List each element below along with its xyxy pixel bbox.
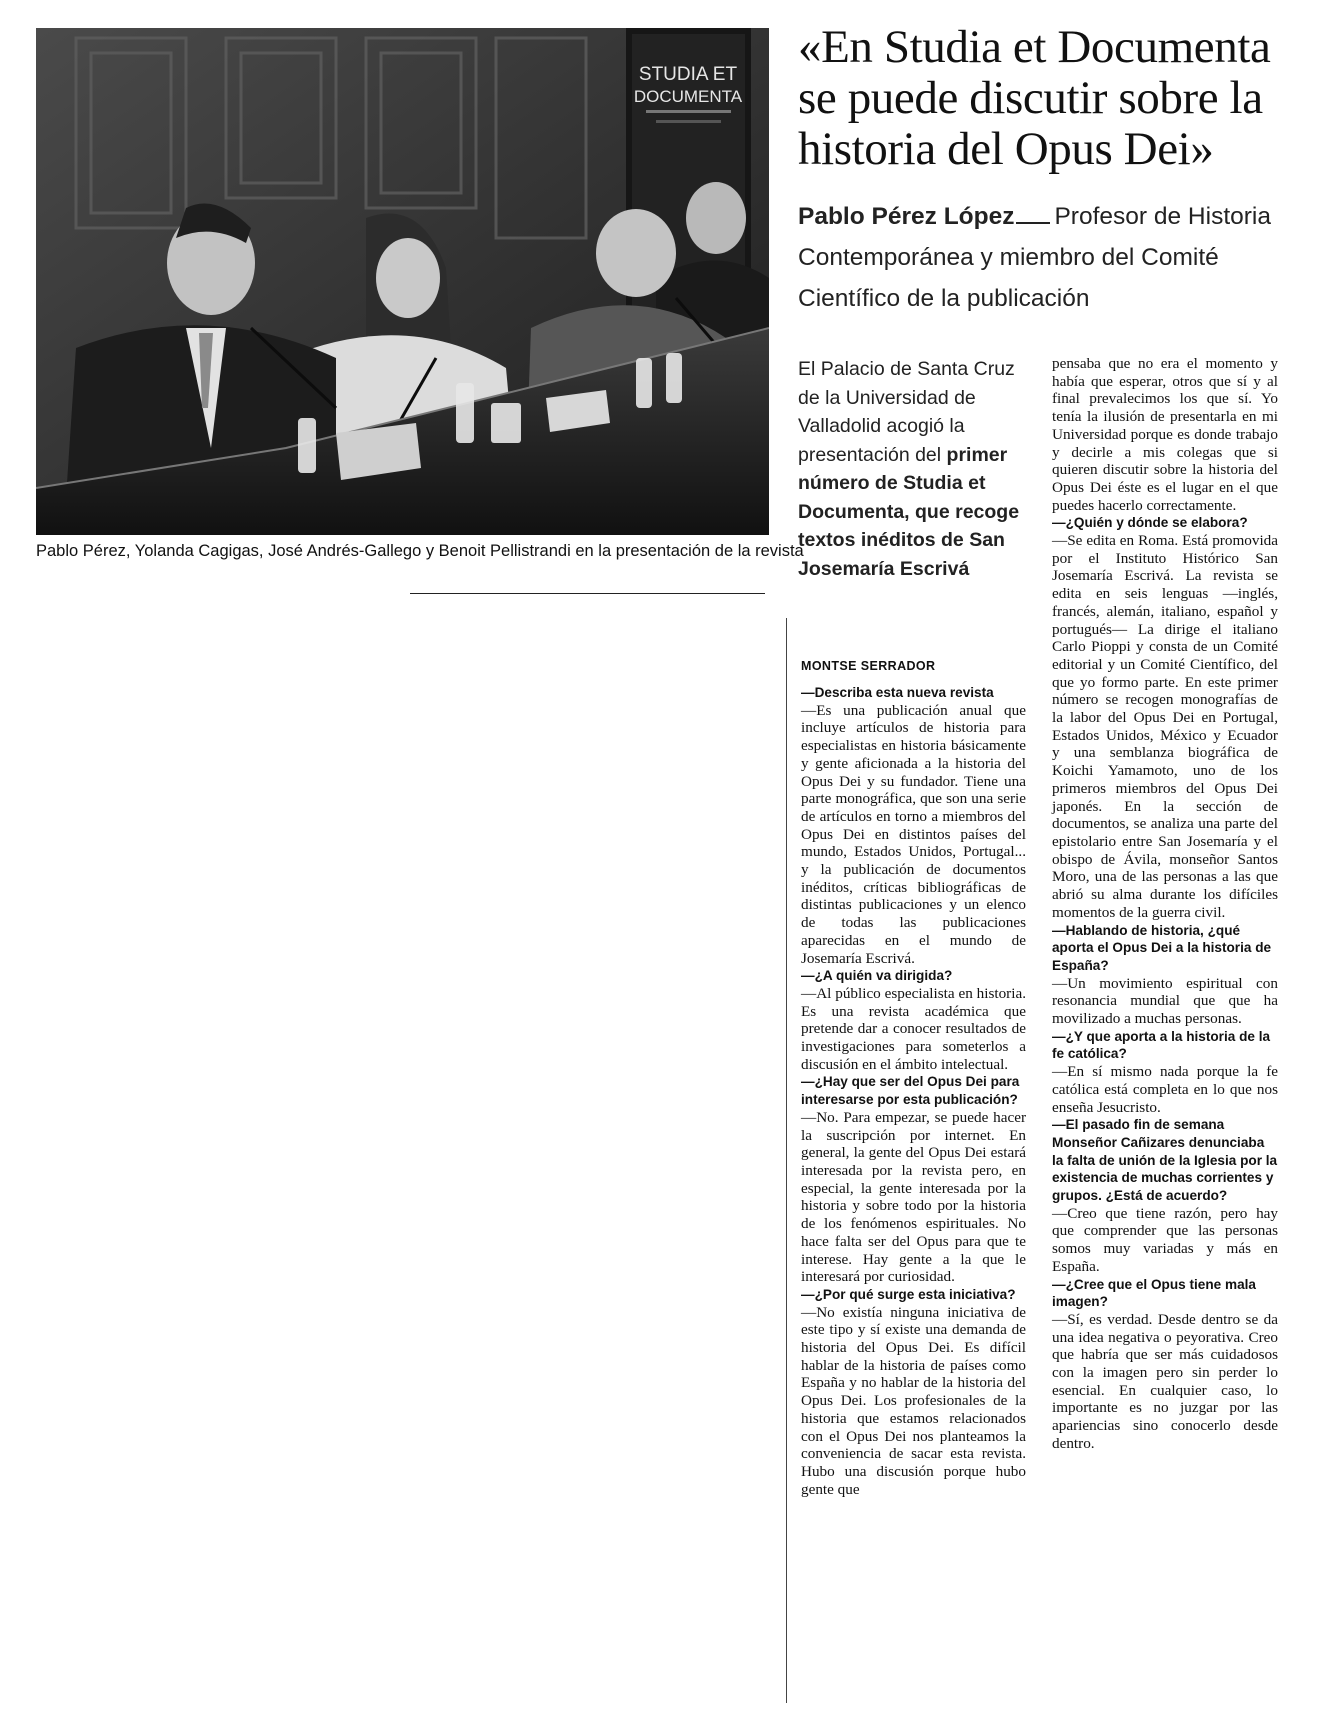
article-column-1 xyxy=(801,684,1026,1498)
interview-answer: —Sí, es verdad. Desde dentro se da una idea negativa o peyorativa. Creo que habría que ser más cuidadosos con la imagen pero sin perder lo esencial. En cualquier caso, lo importante es no juzgar por las apariencias sino conocerlo desde dentro. xyxy=(1052,1310,1278,1452)
interview-question: —¿Quién y dónde se elabora? xyxy=(1052,515,1248,531)
interview-question: —El pasado fin de semana Monseñor Cañizares denunciaba la falta de unión de la Iglesia por la existencia de muchas corrientes y grupos. ¿Está de acuerdo? xyxy=(1052,1117,1278,1204)
name-dash xyxy=(1016,222,1050,224)
interviewee-subhead xyxy=(798,196,1318,319)
interviewee-role: Profesor de Historia Contemporánea y miembro del Comité Científico de la publicación xyxy=(798,203,1271,312)
interview-answer: —Creo que tiene razón, pero hay que comprender que las personas somos muy variadas y más en España. xyxy=(1052,1204,1278,1275)
interviewee-name: Pablo Pérez López xyxy=(798,203,1015,230)
intro-lead: El Palacio de Santa Cruz de la Universidad de Valladolid acogió la presentación del xyxy=(798,358,1015,466)
caption-divider xyxy=(410,593,765,594)
interview-question: —Hablando de historia, ¿qué aporta el Opus Dei a la historia de España? xyxy=(1052,922,1272,973)
interview-question: —Describa esta nueva revista xyxy=(801,685,994,700)
photo-caption: Pablo Pérez, Yolanda Cagigas, José Andrés-Gallego y Benoit Pellistrandi en la presentación de la revista xyxy=(36,542,804,560)
article-photo xyxy=(36,28,769,535)
article-intro xyxy=(798,355,1023,583)
banner-title-line1: STUDIA ET xyxy=(638,64,738,85)
author-byline: MONTSE SERRADOR xyxy=(801,659,936,673)
interview-question: —¿Hay que ser del Opus Dei para interesarse por esta publicación? xyxy=(801,1074,1020,1108)
banner-title-line2: DOCUMENTA xyxy=(633,87,743,106)
column-rule xyxy=(786,618,787,1703)
interview-question: —¿A quién va dirigida? xyxy=(801,968,953,984)
interview-answer: —Un movimiento espiritual con resonancia mundial que que ha movilizado a muchas personas. xyxy=(1052,974,1278,1028)
intro-bold: primer número de Studia et Documenta, que recoge textos inéditos de San Josemaría Escrivá xyxy=(798,443,1020,580)
interview-question: —¿Cree que el Opus tiene mala imagen? xyxy=(1052,1276,1256,1310)
article-column-2 xyxy=(1052,355,1278,1453)
interview-answer: —En sí mismo nada porque la fe católica está completa en lo que nos enseña Jesucristo. xyxy=(1052,1063,1278,1116)
interview-question: —¿Y que aporta a la historia de la fe católica? xyxy=(1052,1028,1271,1062)
interview-answer: —No. Para empezar, se puede hacer la suscripción por internet. En general, la gente del Opus Dei estará interesada por la revista pero, en especial, la gente interesada por la historia y sobre todo por la historia de los fenómenos espirituales. No hace falta ser del Opus para que te interese. Hay gente a la que le interesará por curiosidad. xyxy=(801,1108,1026,1286)
interview-answer: —No existía ninguna iniciativa de este tipo y sí existe una demanda de historia del Opus Dei. Es difícil hablar de la historia de países como España y no hablar de la historia del Opus Dei. Los profesionales de la historia que estamos relacionados con el Opus Dei nos planteamos la conveniencia de sacar esta revista. Hubo una discusión porque hubo gente que xyxy=(801,1303,1026,1498)
interview-answer: pensaba que no era el momento y había que esperar, otros que sí y al final prevalecimos los que sí. Yo tenía la ilusión de presentarla en mi Universidad porque es donde trabajo y decirle a mis colegas que si quieren discutir sobre la historia del Opus Dei éste es el lugar en el que puedes hacerlo correctamente. xyxy=(1052,355,1278,514)
interview-answer: —Se edita en Roma. Está promovida por el Instituto Histórico San Josemaría Escrivá. La revista se edita en seis lenguas —inglés, francés, alemán, italiano, español y portugués— La dirige el italiano Carlo Pioppi y consta de un Comité editorial y un Comité Científico, del que yo formo parte. En este primer número se recogen monografías de la labor del Opus Dei en Portugal, Estados Unidos, México y Ecuador y una semblanza biográfica de Koichi Yamamoto, uno de los primeros miembros del Opus Dei japonés. En la sección de documentos, se analiza una parte del epistolario entre San Josemaría y el obispo de Ávila, monseñor Santos Moro, una de las personas a las que abrió su alma durante los difíciles momentos de la guerra civil. xyxy=(1052,532,1278,921)
interview-answer: —Es una publicación anual que incluye artículos de historia para especialistas en historia básicamente y gente aficionada a la historia del Opus Dei y su fundador. Tiene una parte monográfica, que son una serie de artículos en torno a miembros del Opus Dei en distintos países del mundo, Estados Unidos, Portugal... y la publicación de documentos inéditos, críticas bibliográficas de distintas publicaciones y un elenco de todas las publicaciones aparecidas en el mundo de Josemaría Escrivá. xyxy=(801,701,1026,967)
interview-answer: —Al público especialista en historia. Es una revista académica que pretende dar a conocer resultados de investigaciones para someterlos a discusión en el ámbito intelectual. xyxy=(801,984,1026,1073)
interview-question: —¿Por qué surge esta iniciativa? xyxy=(801,1286,1016,1302)
article-headline: «En Studia et Documenta se puede discutir sobre la historia del Opus Dei» xyxy=(798,21,1271,175)
